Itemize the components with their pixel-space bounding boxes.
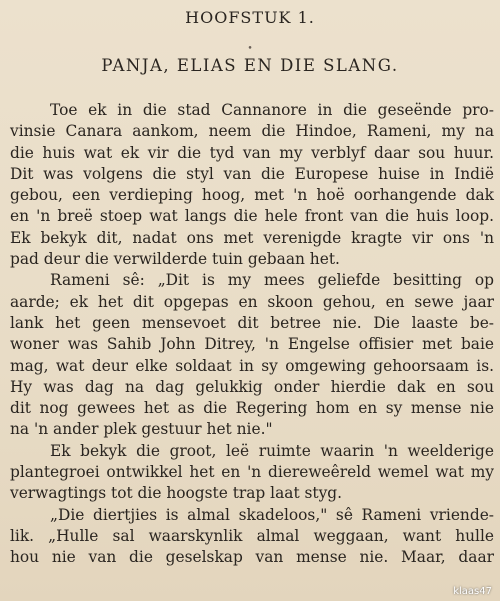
text-line: Toe ek in die stad Cannanore in die geseënde pro- bbox=[50, 101, 494, 119]
text-line: „Die diertjies is almal skadeloos," sê Rameni vriende- bbox=[50, 505, 494, 524]
text-line: verwagtings tot die hoogste trap laat styg. bbox=[10, 484, 343, 503]
chapter-title: PANJA, ELIAS EN DIE SLANG. bbox=[101, 56, 399, 75]
text-line: lik. „Hulle sal waarskynlik almal weggaan, want hulle bbox=[10, 526, 494, 545]
text-line: Rameni sê: „Dit is my mees geliefde besitting op bbox=[50, 271, 494, 290]
text-line: en 'n breë stoep wat langs die hele front van die huis loop. bbox=[10, 207, 494, 226]
watermark: klaas47 bbox=[453, 586, 492, 597]
text-line: aarde; ek het dit opgepas en skoon gehou, en sewe jaar bbox=[10, 292, 494, 311]
text-line: vinsie Canara aankom, neem die Hindoe, Rameni, my na bbox=[10, 122, 494, 141]
text-line: Dit was volgens die styl van die Europese huise in Indië bbox=[10, 164, 494, 183]
body-text bbox=[10, 100, 494, 569]
chapter-heading: HOOFSTUK 1. bbox=[185, 8, 315, 27]
text-line: dit nog gewees het as die Regering hom en sy mense nie bbox=[10, 399, 494, 418]
text-line: mag, wat deur elke soldaat in sy omgewing gehoorsaam is. bbox=[10, 356, 494, 375]
text-line: na 'n ander plek gestuur het nie." bbox=[10, 420, 273, 439]
ornament-dot: • bbox=[247, 44, 253, 54]
text-line: hou nie van die geselskap van mense nie. Maar, daar bbox=[10, 548, 494, 567]
text-line: plantegroei ontwikkel het en 'n diereweêreld wemel wat my bbox=[10, 463, 494, 482]
text-line: woner was Sahib John Ditrey, 'n Engelse offisier met baie bbox=[10, 335, 494, 354]
text-line: lank het geen mensevoet dit betree nie. Die laaste be- bbox=[10, 313, 494, 332]
text-line: Ek bekyk dit, nadat ons met verenigde kragte vir ons 'n bbox=[10, 228, 494, 247]
text-line: Ek bekyk die groot, leë ruimte waarin 'n weelderige bbox=[50, 441, 494, 460]
text-line: die huis wat ek vir die tyd van my verblyf daar sou huur. bbox=[10, 143, 494, 162]
text-line: Hy was dag na dag gelukkig onder hierdie dak en sou bbox=[10, 377, 494, 396]
text-line: gebou, een verdieping hoog, met 'n hoë oorhangende dak bbox=[10, 186, 494, 205]
text-line: pad deur die verwilderde tuin gebaan het. bbox=[10, 250, 340, 269]
